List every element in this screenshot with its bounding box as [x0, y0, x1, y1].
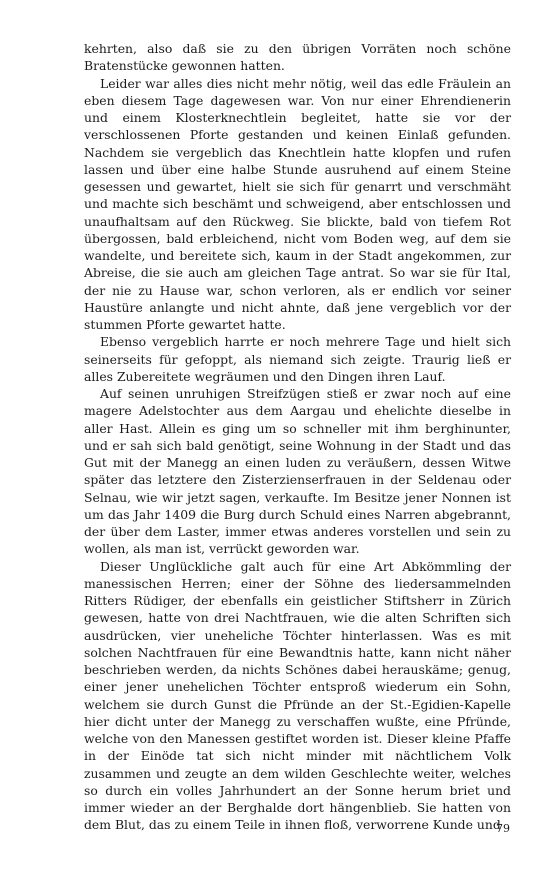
paragraph: Ebenso vergeblich harrte er noch mehrere Tage und hielt sich seinerseits für gefoppt, als niemand sich zeigte. Traurig ließ er alles Zubereitete wegräumen und den Dingen ihren Lauf. [84, 334, 511, 384]
paragraph-continuation: kehrten, also daß sie zu den übrigen Vorräten noch schöne Bratenstücke gewonnen hatten. [84, 41, 511, 74]
paragraph: Leider war alles dies nicht mehr nötig, weil das edle Fräulein an eben diesem Tage dagewesen war. Von nur einer Ehrendienerin und einem Klosterknechtlein begleitet, hatte sie vor der verschlossenen Pforte gestanden und keinen Einlaß gefunden. Nachdem sie vergeblich das Knechtlein hatte klopfen und rufen lassen und über eine halbe Stunde ausruhend auf einem Steine gesessen und gewartet, hielt sie sich für genarrt und verschmäht und machte sich beschämt und schweigend, aber entschlossen und unaufhaltsam auf den Rückweg. Sie blickte, bald von tiefem Rot übergossen, bald erbleichend, nicht vom Boden weg, auf dem sie wandelte, und bereitete sich, kaum in der Stadt angekommen, zur Abreise, die sie auch am gleichen Tage antrat. So war sie für Ital, der nie zu Hause war, schon verloren, als er endlich vor seiner Haustüre anlangte und nicht ahnte, daß jene vergeblich vor der stummen Pforte gewartet hatte. [84, 75, 511, 332]
paragraph: Auf seinen unruhigen Streifzügen stieß er zwar noch auf eine magere Adelstochter aus dem Aargau und ehelichte dieselbe in aller Hast. Allein es ging um so schneller mit ihm berghinunter, und er sah sich bald genötigt, seine Wohnung in der Stadt und das Gut mit der Manegg an einen luden zu veräußern, dessen Witwe später das letztere den Zisterzienserfrauen in der Seldenau oder Selnau, wie wir jetzt sagen, verkaufte. Im Besitze jener Nonnen ist um das Jahr 1409 die Burg durch Schuld eines Narren abgebrannt, der über dem Laster, immer etwas anderes vorstellen und sein zu wollen, als man ist, verrückt geworden war. [84, 386, 511, 557]
page-number: 79 [496, 822, 510, 835]
paragraph: Dieser Unglückliche galt auch für eine Art Abkömmling der manessischen Herren; einer der Söhne des liedersammelnden Ritters Rüdiger, der ebenfalls ein geistlicher Stiftsherr in Zürich gewesen, hatte von drei Nachtfrauen, wie die alten Schriften sich ausdrücken, vier uneheliche Töchter hinterlassen. Was es mit solchen Nachtfrauen für eine Bewandtnis hatte, kann nicht näher beschrieben werden, da nichts Schönes dabei herauskäme; genug, einer jener unehelichen Töchter entsproß wiederum ein Sohn, welchem sie durch Gunst die Pfründe an der St.-Egidien-Kapelle hier dicht unter der Manegg zu verschaffen wußte, eine Pfründe, welche von den Manessen gestiftet worden ist. Dieser kleine Pfaffe in der Einöde tat sich nicht minder mit nächtlichem Volk zusammen und zeugte an dem wilden Geschlechte weiter, welches so durch ein volles Jahrhundert an der Sonne herum briet und immer wieder an der Berghalde dort hängenblieb. Sie hatten von dem Blut, das zu einem Teile in ihnen floß, verworrene Kunde und [84, 558, 511, 833]
body-text [84, 40, 511, 834]
